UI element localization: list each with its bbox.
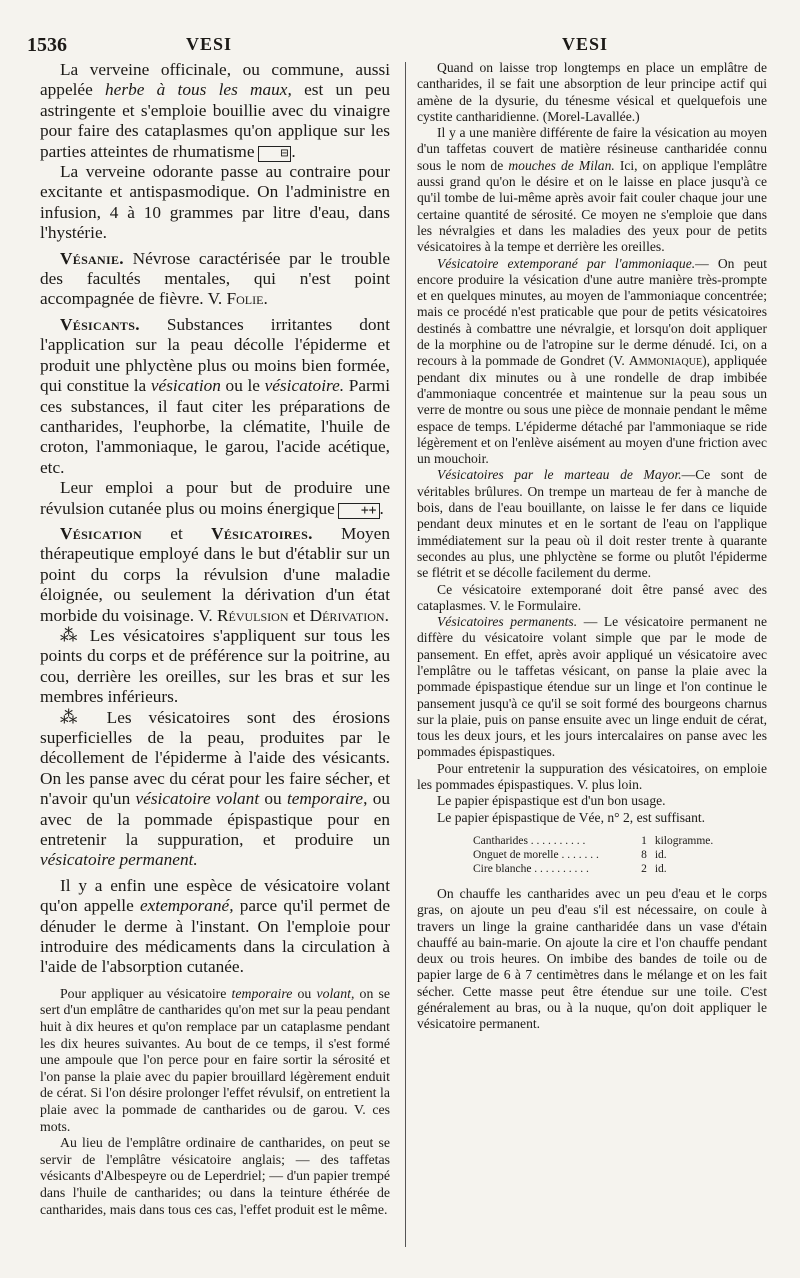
paragraph-papier-epispastique: Le papier épispastique est d'un bon usage.	[437, 793, 666, 809]
paragraph-papier-vee: Le papier épispastique de Vée, n° 2, est suffisant.	[437, 809, 706, 825]
paragraph-vesicants-emploi: Leur emploi a pour but de produire une révulsion cutanée plus ou moins énergique ++ .	[40, 478, 390, 518]
paragraph-suppuration: Pour entretenir la suppuration des vésicatoires, on emploie les pommades épispastiques. V. plus loin.	[417, 760, 767, 793]
paragraph-vesicatoires-erosions: ⁂ Les vésicatoires sont des érosions superficielles de la peau, produites par le décollement de l'épiderme à l'aide des vésicants. On les panse avec du cérat pour les faire sécher, et n'avoir qu'un vésicatoire volant ou temporaire, ou avec de la pommade épispastique pour en entretenir la suppuration, et produire un vésicatoire permanent.	[40, 707, 390, 870]
paragraph-vesicatoires-points: ⁂ Les vésicatoires s'appliquent sur tous les points du corps et de préférence sur la poitrine, au cou, derrière les oreilles, sur les bras et sur les membres inférieurs.	[40, 625, 391, 707]
entry-vesicants: Vésicants. Substances irritantes dont l'application sur la peau décolle l'épiderme et produit une phlyctène plus ou moins bien formée, qui constitue la vésication ou le vésicatoire. Parmi ces substances, il faut citer les préparations de cantharides, l'euphorbe, la clématite, l'huile de croton, l'ammoniaque, le garou, l'acide acétique, etc.	[40, 314, 390, 477]
running-head-right: VESI	[562, 34, 609, 54]
paragraph-verveine-odorante: La verveine odorante passe au contraire pour excitante et antispasmodique. On l'administre en infusion, 4 à 10 grammes par litre d'eau, dans l'hystérie.	[40, 162, 390, 243]
column-divider	[405, 62, 406, 1247]
paragraph-marteau-mayor: Vésicatoires par le marteau de Mayor.—Ce sont de véritables brûlures. On trempe un marteau de fer à manche de bois, dans de l'eau bouillante, on laisse le fer dans ce liquide pendant deux minutes et en le sortant de l'eau on l'applique immédiatement sur la peau où il doit rester trente à quarante secondes au plus, une phlyctène se forme ou plutôt l'épiderme se flétrit et se décolle facilement du derme.	[417, 467, 767, 581]
paragraph-emplatre-anglais: Au lieu de l'emplâtre ordinaire de cantharides, on peut se servir de l'emplâtre vésicatoire anglais; — des taffetas vésicants d'Albespeyre ou de Leperdriel; — d'un papier trempé dans l'huile de cantharides; ou dans la teinture éthérée de cantharides, mais dans tous ces cas, l'effet produit est le même.	[40, 1135, 390, 1217]
running-head-left: VESI	[186, 34, 233, 54]
asterism: ⁂	[60, 707, 90, 727]
paragraph-mouches-milan: Il y a une manière différente de faire la vésication au moyen d'un taffetas couvert de matière résineuse cantharidée connu sous le nom de mouches de Milan. Ici, on applique l'emplâtre aussi grand qu'on le désire et on le laisse en place jusqu'à ce qu'il tombe de lui-même après avoir fait couler chaque jour une certaine quantité de sérosité. Ce moyen ne s'emploie que dans les névralgies et dans les maladies des yeux pour de petits vésicatoires à la tempe et derrière les oreilles.	[417, 125, 768, 255]
headword-vesicatoires: Vésicatoires.	[211, 523, 313, 543]
paragraph-verveine-officinale: La verveine officinale, ou commune, aussi appelée herbe à tous les maux, est un peu astringente et s'emploie bouillie avec du vinaigre pour faire des cataplasmes qu'on applique sur les parties atteintes de rhumatisme ⊟ .	[40, 60, 391, 161]
paragraph-appliquer-vesicatoire: Pour appliquer au vésicatoire temporaire ou volant, on se sert d'un emplâtre de cantharides qu'on met sur la peau pendant huit à dix heures et qu'on remplace par un cataplasme pendant les dix heures suivantes. Au bout de ce temps, il s'est formé une ampoule que l'on perce pour en faire sortir la sérosité et l'on panse la plaie avec du papier brouillard légèrement enduit de cérat. Si l'on désire prolonger l'effet révulsif, on entretient la plaie avec la pommade de cantharides ou de garou. V. ces mots.	[40, 985, 390, 1134]
boxed-minus-symbol: ⊟	[258, 146, 292, 162]
asterism: ⁂	[60, 625, 82, 645]
paragraph-ammoniaque: Vésicatoire extemporané par l'ammoniaque.— On peut encore produire la vésication d'une autre manière très-prompte et en quelques minutes, au moyen de l'ammoniaque concentrée; mais ce procédé n'est praticable que pour de petits vésicatoires destinés à combattre une névralgie, et lorsqu'on doit appliquer de la morphine ou de l'atropine sur le derme dénudé. Ici, on a recours à la pommade de Gondret (V. Ammoniaque), appliquée pendant dix minutes ou à une rondelle de drap imbibée d'ammoniaque concentrée et maintenue sur la peau sous un verre de montre ou sous une pièce de monnaie pendant le même espace de temps. L'épiderme détaché par l'ammoniaque se ride légèrement et on l'enlève aisément au moyen d'une friction avec un mouchoir.	[417, 255, 768, 467]
headword-vesicants: Vésicants.	[60, 314, 140, 334]
entry-vesication: Vésication et Vésicatoires. Moyen thérapeutique employé dans le but d'établir sur un point du corps la révulsion d'une maladie éloignée, ou seulement la dérivation d'un état morbide du voisinage. V. Révulsion et Dérivation.	[40, 523, 390, 625]
recipe-row: Cire blanche . . . . . . . . . . 2 id.	[473, 862, 667, 875]
paragraph-absorption: Quand on laisse trop longtemps en place un emplâtre de cantharides, il se fait une absorption de leur principe actif qui amène de la dysurie, du ténesme vésical et quelquefois une cystite cantharidienne. (Morel-Lavallée.)	[417, 60, 767, 124]
paragraph-extemporane: Il y a enfin une espèce de vésicatoire volant qu'on appelle extemporané, parce qu'il permet de dénuder le derme à l'instant. On l'emploie pour introduire des médicaments dans la circulation à l'aide de l'absorption cutanée.	[40, 875, 390, 977]
right-column	[417, 60, 767, 1033]
left-column	[40, 60, 390, 1218]
recipe-table	[469, 834, 717, 876]
subheading-permanents: Vésicatoires permanents.	[437, 614, 578, 630]
subheading-ammoniaque: Vésicatoire extemporané par l'ammoniaque.	[437, 255, 696, 271]
subheading-marteau-mayor: Vésicatoires par le marteau de Mayor.	[437, 467, 682, 483]
paragraph-permanents: Vésicatoires permanents. — Le vésicatoire permanent ne diffère du vésicatoire volant simple que par le mode de pansement. En effet, après avoir appliqué un vésicatoire avec l'emplâtre ou le taffetas vésicant, on panse la plaie avec la pommade épispastique étendue sur un linge et l'on continue le pansement jusqu'à ce qu'il se soit formé des bourgeons charnus sur la plaie, puis on panse ensuite avec un linge enduit de cérat, tous les deux jours, et les jours intercalaires on panse avec les pommades épispastiques.	[417, 614, 768, 760]
boxed-plus-symbol: ++	[338, 503, 380, 519]
headword-vesanie: Vésanie.	[60, 248, 124, 268]
entry-vesanie: Vésanie. Névrose caractérisée par le trouble des facultés mentales, qui n'est point accompagnée de fièvre. V. Folie.	[40, 248, 390, 309]
recipe-row: Cantharides . . . . . . . . . . 1 kilogramme.	[473, 834, 714, 847]
paragraph-preparation: On chauffe les cantharides avec un peu d'eau et le corps gras, on ajoute un peu d'eau s'il est nécessaire, on coule à travers un linge la graine cantharidée dans un vase d'étain chauffé au bain-marie. On ajoute la cire et l'on chauffe pendant deux ou trois heures. On imbibe des bandes de toile ou de papier large de 6 à 7 centimètres dans le mélange et on les fait sécher. Cette masse peut être étendue sur une toile. C'est généralement au bras, ou à la nuque, qu'on doit appliquer le vésicatoire permanent.	[417, 885, 767, 1032]
paragraph-pansement-extemporane: Ce vésicatoire extemporané doit être pansé avec des cataplasmes. V. le Formulaire.	[417, 581, 767, 613]
headword-vesication: Vésication	[60, 523, 142, 543]
recipe-row: Onguet de morelle . . . . . . . 8 id.	[473, 848, 667, 861]
page-number: 1536	[27, 34, 67, 56]
